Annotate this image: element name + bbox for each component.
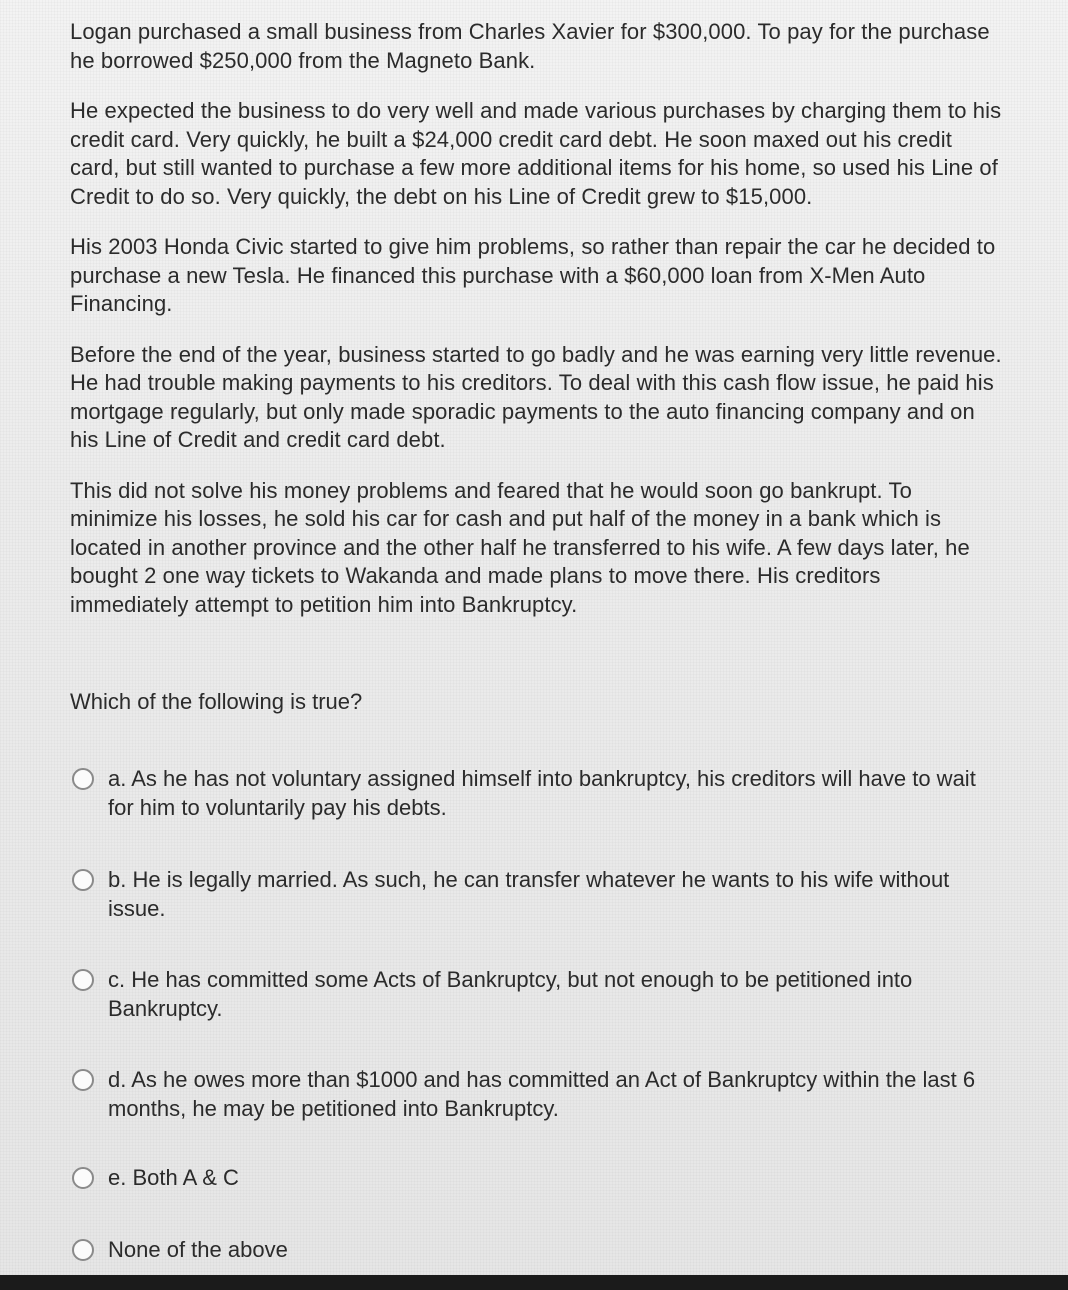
monitor-bezel	[0, 1275, 1068, 1290]
question-paragraph-3: His 2003 Honda Civic started to give him problems, so rather than repair the car he decided to purchase a new Tesla. He financed this purchase with a $60,000 loan from X-Men Auto Financing.	[70, 234, 996, 316]
question-paragraph-2: He expected the business to do very well and made various purchases by charging them to his credit card. Very quickly, he built a $24,000 credit card debt. He soon maxed out his credit card, but still wanted to purchase a few more additional items for his home, so used his Line of Credit to do so. Very quickly, the debt on his Line of Credit grew to $15,000.	[70, 98, 1002, 209]
option-none-radio[interactable]	[72, 1239, 94, 1261]
option-a[interactable]	[72, 765, 992, 822]
option-e-label[interactable]: e. Both A & C	[108, 1165, 239, 1190]
question-stem	[70, 18, 1005, 714]
option-none-label[interactable]: None of the above	[108, 1237, 288, 1262]
option-b-label[interactable]: b. He is legally married. As such, he can transfer whatever he wants to his wife without issue.	[108, 867, 950, 921]
option-b[interactable]	[72, 866, 992, 923]
question-paragraph-4: Before the end of the year, business started to go badly and he was earning very little revenue. He had trouble making payments to his creditors. To deal with this cash flow issue, he paid his mortgage regularly, but only made sporadic payments to the auto financing company and on his Line of Credit and credit card debt.	[70, 341, 1002, 452]
option-c-radio[interactable]	[72, 969, 94, 991]
question-paragraph-1: Logan purchased a small business from Charles Xavier for $300,000. To pay for the purchase he borrowed $250,000 from the Magneto Bank.	[70, 19, 990, 73]
option-d-radio[interactable]	[72, 1069, 94, 1091]
option-d-label[interactable]: d. As he owes more than $1000 and has committed an Act of Bankruptcy within the last 6 months, he may be petitioned into Bankruptcy.	[108, 1067, 976, 1121]
option-b-radio[interactable]	[72, 869, 94, 891]
option-none[interactable]	[72, 1236, 992, 1265]
option-d[interactable]	[72, 1066, 992, 1123]
option-a-radio[interactable]	[72, 768, 94, 790]
option-c-label[interactable]: c. He has committed some Acts of Bankruptcy, but not enough to be petitioned into Bankruptcy.	[108, 967, 913, 1021]
question-paragraph-5: This did not solve his money problems and feared that he would soon go bankrupt. To minimize his losses, he sold his car for cash and put half of the money in a bank which is located in another province and the other half he transferred to his wife. A few days later, he bought 2 one way tickets to Wakanda and made plans to move there. His creditors immediately attempt to petition him into Bankruptcy.	[70, 477, 970, 617]
option-c[interactable]	[72, 966, 992, 1023]
option-e-radio[interactable]	[72, 1167, 94, 1189]
question-prompt: Which of the following is true?	[70, 689, 363, 714]
option-a-label[interactable]: a. As he has not voluntary assigned himself into bankruptcy, his creditors will have to wait for him to voluntarily pay his debts.	[108, 766, 976, 820]
option-e[interactable]	[72, 1164, 992, 1193]
